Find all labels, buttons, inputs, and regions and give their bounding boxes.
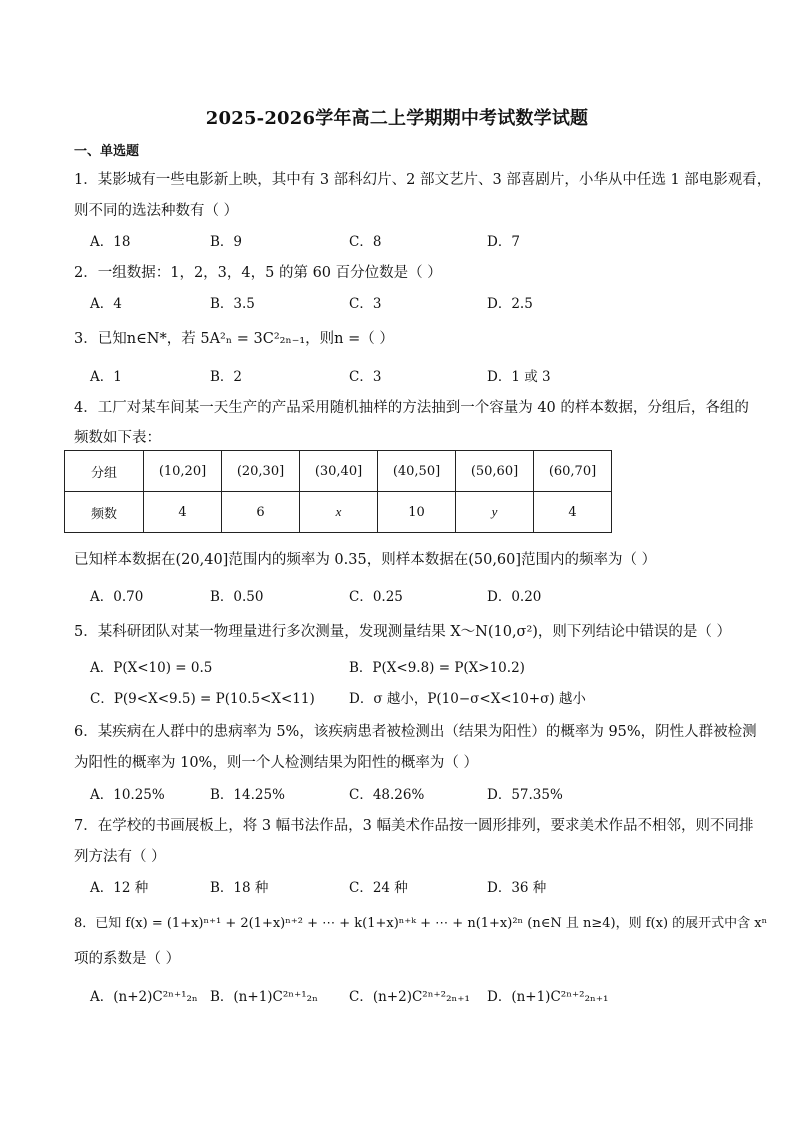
question-3-text: 3．已知n∈N*，若 5A²ₙ = 3C²₂ₙ₋₁，则n =（ ） — [74, 331, 394, 347]
question-6-text: 6．某疾病在人群中的患病率为 5%，该疾病患者被检测出（结果为阳性）的概率为 95%，阴性人群被检测 — [74, 724, 757, 740]
q6-option-b: B．14.25% — [210, 787, 285, 803]
q7-option-c: C．24 种 — [349, 880, 408, 896]
q6-option-d: D．57.35% — [487, 787, 563, 803]
question-1-text-cont: 则不同的选法种数有（ ） — [74, 203, 239, 219]
question-2-text: 2．一组数据：1，2，3，4，5 的第 60 百分位数是（ ） — [74, 265, 442, 281]
q8-option-a: A．(n+2)C²ⁿ⁺¹₂ₙ — [90, 989, 198, 1005]
q2-option-a: A．4 — [90, 296, 122, 312]
q4-option-b: B．0.50 — [210, 589, 264, 605]
q7-option-b: B．18 种 — [210, 880, 269, 896]
exam-title: 2025-2026学年高二上学期期中考试数学试题 — [205, 108, 589, 129]
table-cell: (50,60] — [456, 451, 534, 492]
table-cell: (10,20] — [144, 451, 222, 492]
question-8-text: 8．已知 f(x) = (1+x)ⁿ⁺¹ + 2(1+x)ⁿ⁺² + ⋯ + k(1+x)ⁿ⁺ᵏ + ⋯ + n(1+x)²ⁿ (n∈N 且 n≥4)，则 f(x) 的展开式中含 xⁿ — [74, 916, 768, 931]
q2-option-d: D．2.5 — [487, 296, 533, 312]
table-cell: y — [456, 492, 534, 533]
q2-option-c: C．3 — [349, 296, 382, 312]
table-cell: 分组 — [65, 451, 144, 492]
q3-option-c: C．3 — [349, 369, 382, 385]
table-cell: (60,70] — [534, 451, 612, 492]
q1-option-d: D．7 — [487, 234, 520, 250]
q6-option-a: A．10.25% — [90, 787, 165, 803]
table-cell: 4 — [534, 492, 612, 533]
table-row — [65, 492, 612, 533]
question-8-text-cont: 项的系数是（ ） — [74, 951, 181, 967]
table-cell: 10 — [378, 492, 456, 533]
question-5-text: 5．某科研团队对某一物理量进行多次测量，发现测量结果 X～N(10,σ²)，则下列结论中错误的是（ ） — [74, 624, 732, 640]
table-cell: 6 — [222, 492, 300, 533]
table-cell: 4 — [144, 492, 222, 533]
table-cell: x — [300, 492, 378, 533]
q1-option-b: B．9 — [210, 234, 243, 250]
q5-option-b: B．P(X<9.8) = P(X>10.2) — [349, 660, 525, 676]
q8-option-d: D．(n+1)C²ⁿ⁺²₂ₙ₊₁ — [487, 989, 609, 1005]
question-4-stem: 已知样本数据在(20,40]范围内的频率为 0.35，则样本数据在(50,60]范围内的频率为（ ） — [74, 552, 657, 568]
q7-option-a: A．12 种 — [90, 880, 149, 896]
question-4-text: 4．工厂对某车间某一天生产的产品采用随机抽样的方法抽到一个容量为 40 的样本数据，分组后，各组的 — [74, 400, 749, 416]
q3-option-b: B．2 — [210, 369, 243, 385]
question-6-text-cont: 为阳性的概率为 10%，则一个人检测结果为阳性的概率为（ ） — [74, 755, 478, 771]
q5-option-a: A．P(X<10) = 0.5 — [90, 660, 213, 676]
question-7-text-cont: 列方法有（ ） — [74, 849, 166, 865]
table-cell: 频数 — [65, 492, 144, 533]
q8-option-b: B．(n+1)C²ⁿ⁺¹₂ₙ — [210, 989, 318, 1005]
table-header-row — [65, 451, 612, 492]
q5-option-c: C．P(9<X<9.5) = P(10.5<X<11) — [90, 691, 315, 707]
q2-option-b: B．3.5 — [210, 296, 255, 312]
q4-option-a: A．0.70 — [90, 589, 144, 605]
q8-option-c: C．(n+2)C²ⁿ⁺²₂ₙ₊₁ — [349, 989, 470, 1005]
q6-option-c: C．48.26% — [349, 787, 425, 803]
q1-option-c: C．8 — [349, 234, 382, 250]
frequency-table — [64, 450, 612, 533]
q4-option-d: D．0.20 — [487, 589, 542, 605]
q4-option-c: C．0.25 — [349, 589, 403, 605]
q3-option-d: D．1 或 3 — [487, 369, 551, 385]
table-cell: (30,40] — [300, 451, 378, 492]
question-1-text: 1．某影城有一些电影新上映，其中有 3 部科幻片、2 部文艺片、3 部喜剧片，小华从中任选 1 部电影观看， — [74, 172, 772, 188]
question-7-text: 7．在学校的书画展板上，将 3 幅书法作品，3 幅美术作品按一圆形排列，要求美术作品不相邻，则不同排 — [74, 818, 754, 834]
q7-option-d: D．36 种 — [487, 880, 547, 896]
table-cell: (40,50] — [378, 451, 456, 492]
q3-option-a: A．1 — [90, 369, 122, 385]
section-heading: 一、单选题 — [74, 144, 140, 159]
table-cell: (20,30] — [222, 451, 300, 492]
q5-option-d: D．σ 越小，P(10−σ<X<10+σ) 越小 — [349, 691, 586, 707]
question-4-text-cont: 频数如下表： — [74, 430, 161, 446]
q1-option-a: A．18 — [90, 234, 131, 250]
